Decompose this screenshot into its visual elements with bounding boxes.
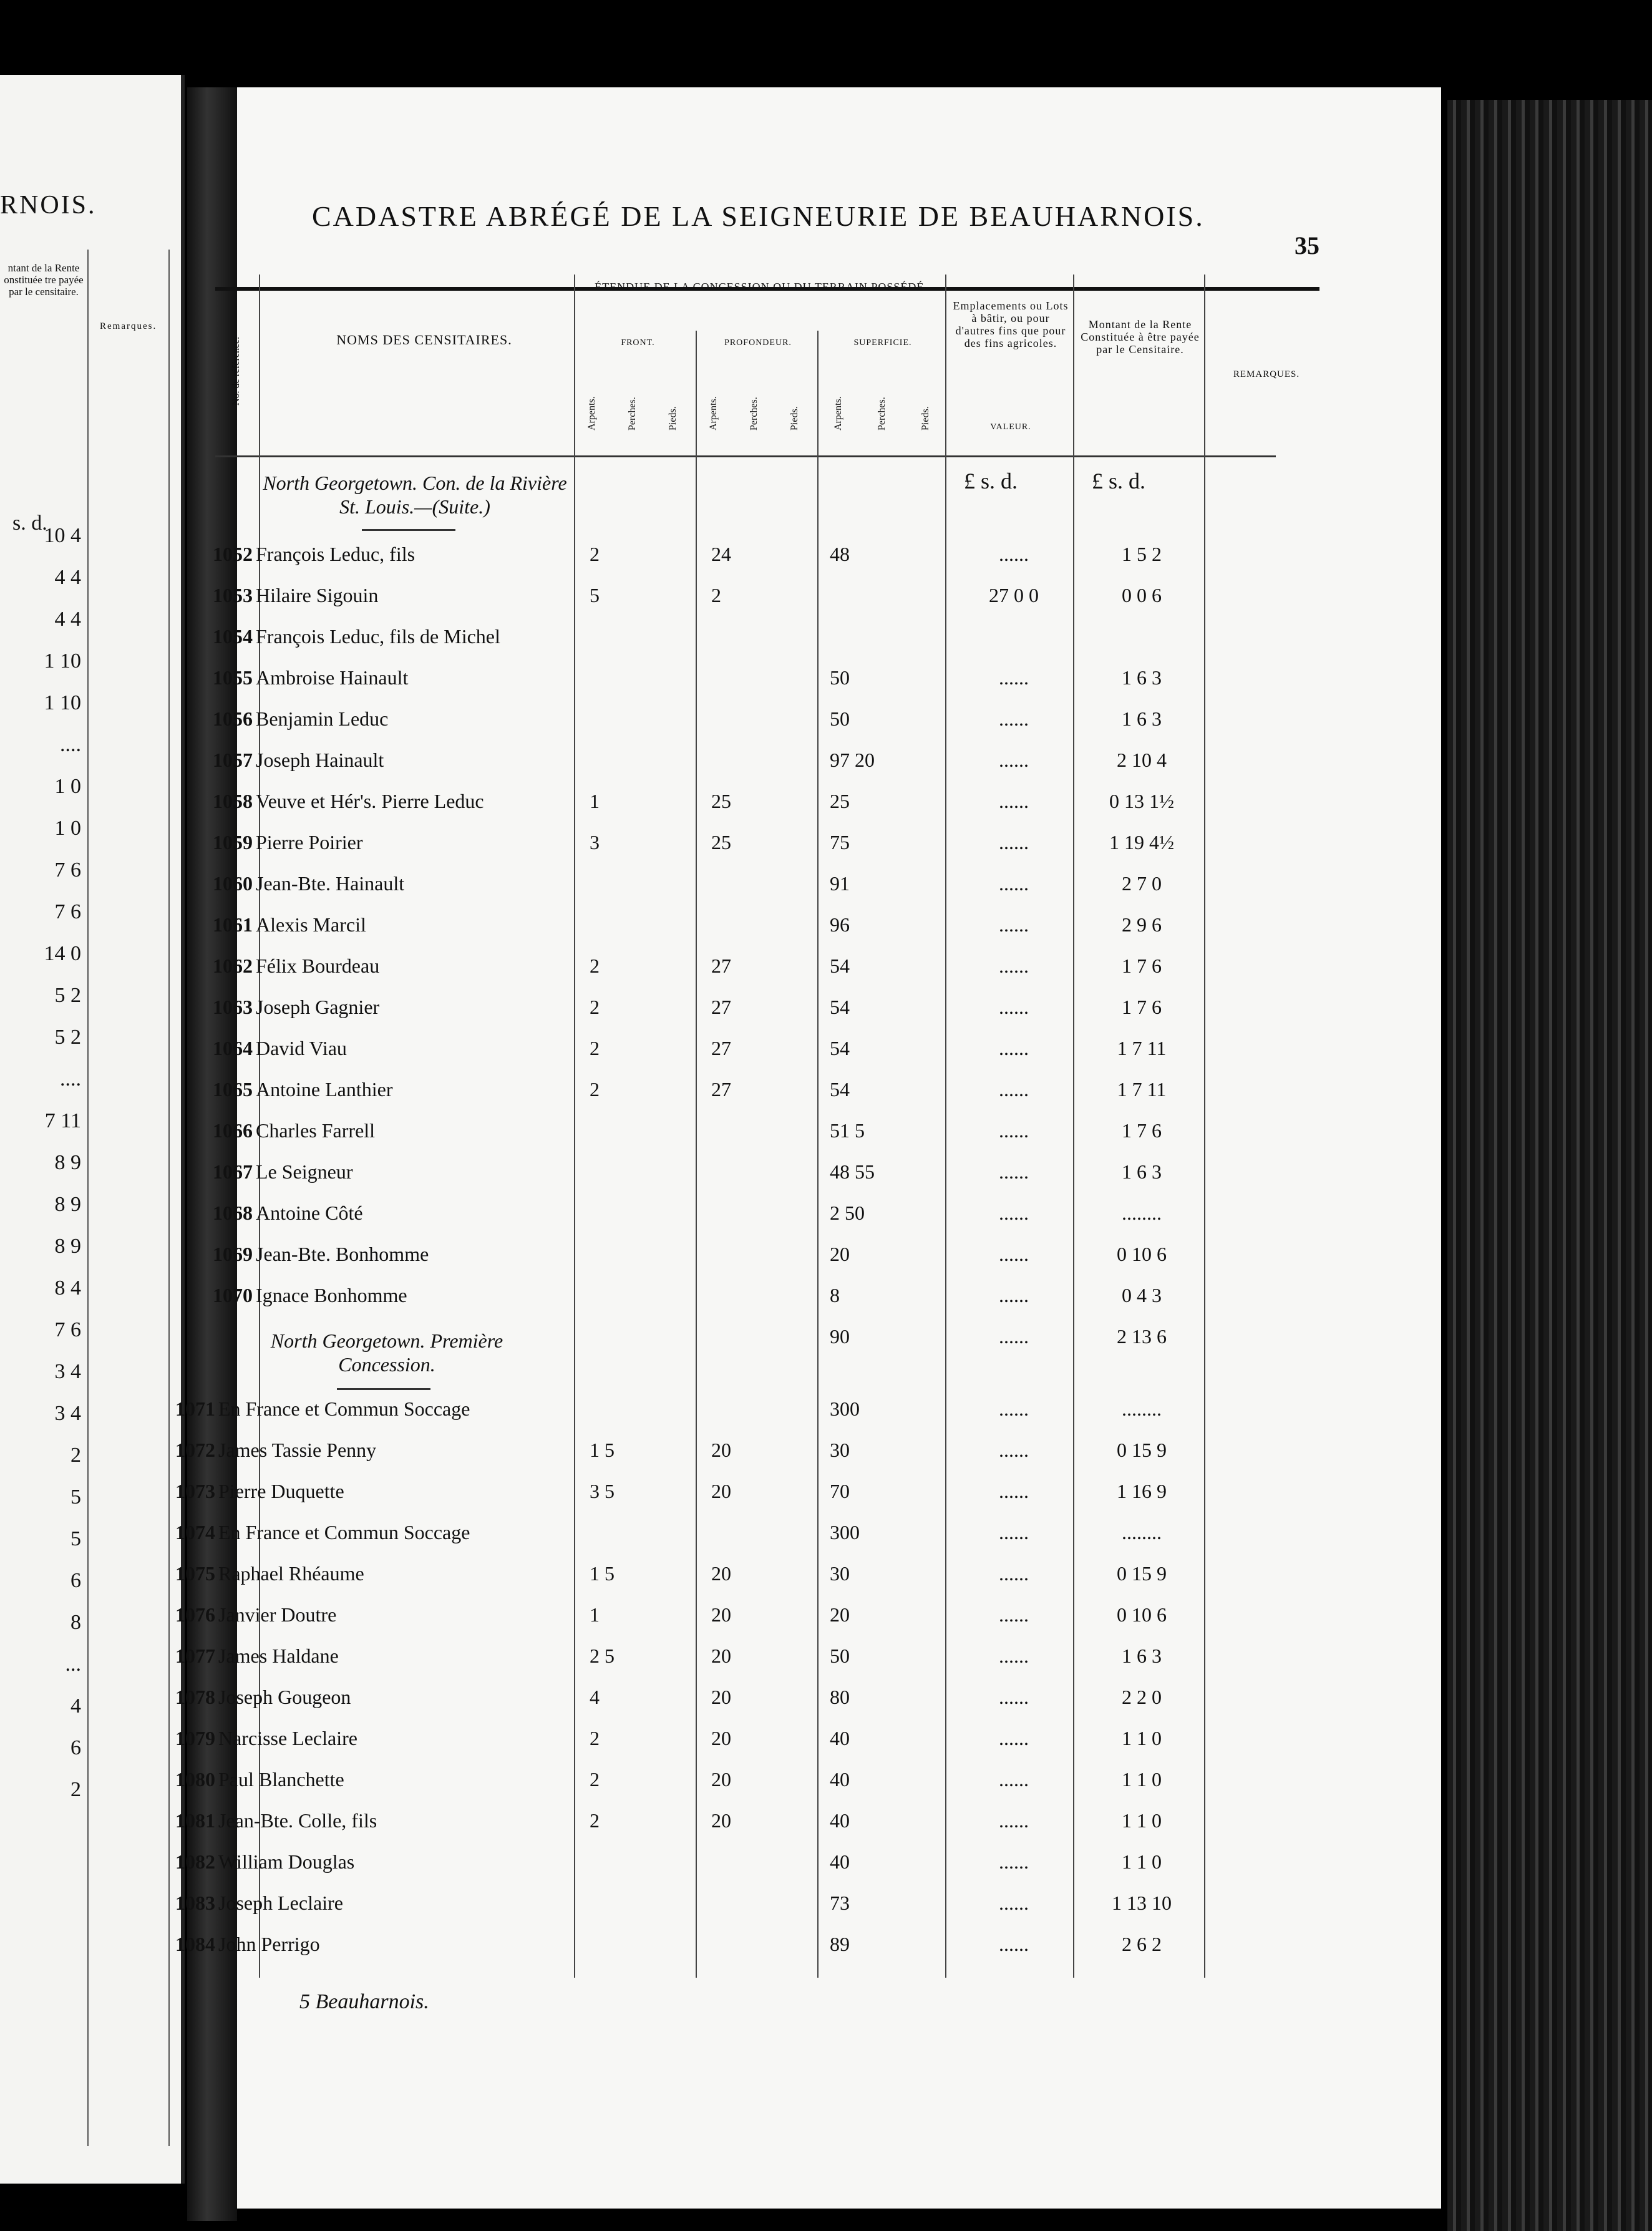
valeur-value: ......	[999, 1119, 1029, 1142]
table-row	[0, 1562, 1435, 1603]
censitaire-name: Paul Blanchette	[218, 1768, 344, 1791]
montant-header: Montant de la Rente Constituée à être payée par le Censitaire.	[1081, 318, 1200, 356]
table-row	[0, 1768, 1435, 1809]
valeur-value: ......	[999, 1439, 1029, 1461]
valeur-value: ......	[999, 1480, 1029, 1502]
valeur-header: VALEUR.	[990, 422, 1031, 432]
depth-value: 20	[711, 1768, 731, 1791]
rent-value: 1 7 6	[1122, 1119, 1162, 1142]
table-row	[0, 1119, 1435, 1160]
section-rule	[337, 1388, 430, 1390]
area-value: 96	[830, 913, 850, 936]
rent-value: 1 13 10	[1112, 1892, 1172, 1914]
depth-value: 27	[711, 955, 731, 977]
left-cell: 1 0	[54, 775, 81, 798]
table-row	[0, 1850, 1435, 1892]
page-edges	[1447, 100, 1652, 2231]
ref-number: 1058	[213, 790, 253, 812]
ref-number: 1065	[213, 1078, 253, 1101]
rent-value: 1 7 11	[1117, 1078, 1167, 1101]
valeur-value: ......	[999, 1202, 1029, 1224]
valeur-value: ......	[999, 1521, 1029, 1543]
valeur-value: ......	[999, 1603, 1029, 1626]
censitaire-name: David Viau	[256, 1037, 347, 1059]
front-value: 1 5	[590, 1562, 615, 1585]
depth-value: 2	[711, 584, 721, 606]
table-row	[0, 1809, 1435, 1850]
valeur-value: ......	[999, 1397, 1029, 1420]
table-row	[0, 1933, 1435, 1974]
section-heading: North Georgetown. Première Concession.	[270, 1329, 503, 1376]
censitaire-name: Jean-Bte. Bonhomme	[256, 1243, 429, 1265]
censitaire-name: Raphael Rhéaume	[218, 1562, 364, 1585]
front-value: 1 5	[590, 1439, 615, 1461]
rent-value: 0 0 6	[1122, 584, 1162, 606]
area-value: 2 50	[830, 1202, 865, 1224]
area-value: 30	[830, 1562, 850, 1585]
area-value: 70	[830, 1480, 850, 1502]
front-value: 4	[590, 1686, 600, 1708]
valeur-value: ......	[999, 790, 1029, 812]
censitaire-name: William Douglas	[218, 1850, 355, 1873]
depth-value: 27	[711, 1037, 731, 1059]
censitaire-name: James Tassie Penny	[218, 1439, 377, 1461]
censitaire-name: Antoine Côté	[256, 1202, 363, 1224]
arpents-header: Arpents.	[708, 396, 719, 430]
arpents-header: Arpents.	[586, 396, 597, 430]
arpents-header: Arpents.	[833, 396, 843, 430]
censitaire-name: Joseph Leclaire	[218, 1892, 343, 1914]
area-value: 40	[830, 1727, 850, 1749]
ref-number: 1078	[175, 1686, 215, 1708]
censitaire-name: François Leduc, fils de Michel	[256, 625, 500, 648]
valeur-value: ......	[999, 1160, 1029, 1183]
left-cell: 8 4	[54, 1276, 81, 1300]
rent-value: 1 5 2	[1122, 543, 1162, 565]
valeur-value: ......	[999, 913, 1029, 936]
depth-header: PROFONDEUR.	[724, 338, 792, 348]
censitaire-name: Jean-Bte. Hainault	[256, 872, 405, 895]
valeur-value: ......	[999, 1243, 1029, 1265]
ref-number: 1063	[213, 996, 253, 1018]
area-value: 54	[830, 955, 850, 977]
rent-value: 1 19 4½	[1109, 831, 1174, 853]
left-running-title: RNOIS.	[0, 191, 97, 220]
area-value: 91	[830, 872, 850, 895]
table-row	[0, 584, 1435, 625]
area-value: 50	[830, 1645, 850, 1667]
area-value: 51 5	[830, 1119, 865, 1142]
left-units: s. d.	[12, 512, 47, 535]
rent-value: 1 7 6	[1122, 955, 1162, 977]
names-header: NOMS DES CENSITAIRES.	[336, 332, 512, 348]
page-number: 35	[1295, 231, 1319, 260]
left-cell: ....	[60, 1067, 81, 1091]
depth-value: 20	[711, 1562, 731, 1585]
censitaire-name: Antoine Lanthier	[256, 1078, 393, 1101]
left-cell: 6	[70, 1736, 81, 1759]
perches-header: Perches.	[877, 397, 887, 430]
ref-number: 1075	[175, 1562, 215, 1585]
ref-number: 1057	[213, 749, 253, 771]
left-cell: 7 6	[54, 858, 81, 882]
ref-number: 1082	[175, 1850, 215, 1873]
section-heading: North Georgetown. Con. de la Rivière St. Louis.—(Suite.)	[263, 472, 567, 518]
front-value: 2	[590, 543, 600, 565]
table-row	[0, 1686, 1435, 1727]
left-cell: 1 10	[44, 691, 81, 714]
ref-number: 1074	[175, 1521, 215, 1543]
censitaire-name: Hilaire Sigouin	[256, 584, 379, 606]
rent-value: 2 6 2	[1122, 1933, 1162, 1955]
front-value: 5	[590, 584, 600, 606]
valeur-value: ......	[999, 1809, 1029, 1832]
censitaire-name: En France et Commun Soccage	[218, 1521, 470, 1543]
area-value: 54	[830, 996, 850, 1018]
rent-value: 2 2 0	[1122, 1686, 1162, 1708]
ref-number: 1077	[175, 1645, 215, 1667]
table-row	[0, 1892, 1435, 1933]
running-title: CADASTRE ABRÉGÉ DE LA SEIGNEURIE DE BEAUHARNOIS.	[312, 200, 1205, 232]
pieds-header: Pieds.	[668, 406, 678, 430]
table-row	[0, 1521, 1435, 1562]
censitaire-name: François Leduc, fils	[256, 543, 415, 565]
front-value: 3	[590, 831, 600, 853]
perches-header: Perches.	[627, 397, 638, 430]
censitaire-name: Félix Bourdeau	[256, 955, 380, 977]
valeur-value: ......	[999, 1933, 1029, 1955]
ref-number: 1081	[175, 1809, 215, 1832]
area-value: 73	[830, 1892, 850, 1914]
ref-number: 1069	[213, 1243, 253, 1265]
rent-value: 1 1 0	[1122, 1768, 1162, 1791]
depth-value: 20	[711, 1727, 731, 1749]
left-cell: 7 6	[54, 900, 81, 923]
front-value: 2	[590, 1078, 600, 1101]
left-cell: 4 4	[54, 566, 81, 589]
valeur-value: ......	[999, 831, 1029, 853]
rent-value: 2 7 0	[1122, 872, 1162, 895]
left-cell: 2	[70, 1778, 81, 1801]
rent-value: ........	[1122, 1397, 1162, 1420]
rent-value: 1 6 3	[1122, 666, 1162, 689]
censitaire-name: Alexis Marcil	[256, 913, 366, 936]
censitaire-name: En France et Commun Soccage	[218, 1397, 470, 1420]
ref-number: 1083	[175, 1892, 215, 1914]
left-cell: 6	[70, 1569, 81, 1592]
ref-number: 1067	[213, 1160, 253, 1183]
valeur-value: ......	[999, 666, 1029, 689]
rent-value: 1 6 3	[1122, 1645, 1162, 1667]
table-row	[0, 1397, 1435, 1439]
left-cell: 5	[70, 1527, 81, 1550]
valeur-value: ......	[999, 1037, 1029, 1059]
extent-header: ÉTENDUE DE LA CONCESSION OU DU TERRAIN POSSÉDÉ.	[595, 281, 928, 293]
ref-number: 1052	[213, 543, 253, 565]
pieds-header: Pieds.	[920, 406, 931, 430]
censitaire-name: Ignace Bonhomme	[256, 1284, 407, 1306]
table-row	[0, 1160, 1435, 1202]
valeur-currency: £ s. d.	[964, 469, 1018, 493]
left-rent-header: ntant de la Rente onstituée tre payée par le censitaire.	[4, 262, 84, 298]
rent-value: 1 1 0	[1122, 1850, 1162, 1873]
area-header: SUPERFICIE.	[853, 338, 912, 348]
left-cell: 5 2	[54, 984, 81, 1007]
area-value: 54	[830, 1078, 850, 1101]
area-value: 8	[830, 1284, 840, 1306]
front-value: 2	[590, 1727, 600, 1749]
ref-number: 1059	[213, 831, 253, 853]
censitaire-name: Benjamin Leduc	[256, 707, 389, 730]
ref-number: 1068	[213, 1202, 253, 1224]
depth-value: 20	[711, 1645, 731, 1667]
valeur-value: ......	[999, 1686, 1029, 1708]
depth-value: 20	[711, 1480, 731, 1502]
rent-value: 0 15 9	[1117, 1562, 1167, 1585]
left-cell: 7 6	[54, 1318, 81, 1341]
ref-number: 1070	[213, 1284, 253, 1306]
left-cell: 8 9	[54, 1235, 81, 1258]
ref-number: 1073	[175, 1480, 215, 1502]
table-row	[0, 543, 1435, 584]
censitaire-name: Charles Farrell	[256, 1119, 376, 1142]
ref-header: No. de référence.	[231, 336, 241, 406]
valeur-value: ......	[999, 872, 1029, 895]
table-row	[0, 1439, 1435, 1480]
front-value: 2	[590, 1809, 600, 1832]
censitaire-name: Janvier Doutre	[218, 1603, 337, 1626]
front-value: 1	[590, 1603, 600, 1626]
ref-number: 1080	[175, 1768, 215, 1791]
valeur-value: ......	[999, 1284, 1029, 1306]
depth-value: 24	[711, 543, 731, 565]
left-cell: 10 4	[44, 524, 81, 547]
left-cell: 14 0	[44, 942, 81, 965]
area-value: 40	[830, 1809, 850, 1832]
footer-signature: 5 Beauharnois.	[299, 1990, 429, 2013]
area-value: 89	[830, 1933, 850, 1955]
rent-value: 1 16 9	[1117, 1480, 1167, 1502]
rent-value: 1 7 11	[1117, 1037, 1167, 1059]
area-value: 20	[830, 1603, 850, 1626]
table-row	[0, 1603, 1435, 1645]
front-value: 2	[590, 996, 600, 1018]
rent-value: ........	[1122, 1202, 1162, 1224]
table-row	[0, 913, 1435, 955]
remarques-header: REMARQUES.	[1233, 369, 1300, 379]
left-cell: 4	[70, 1694, 81, 1718]
valeur-value: ......	[999, 1892, 1029, 1914]
table-row	[0, 1727, 1435, 1768]
table-row	[0, 1325, 1435, 1366]
area-value: 25	[830, 790, 850, 812]
rent-value: 1 1 0	[1122, 1809, 1162, 1832]
left-cell: ...	[65, 1653, 81, 1676]
ref-number: 1054	[213, 625, 253, 648]
ref-number: 1062	[213, 955, 253, 977]
front-header: FRONT.	[621, 338, 655, 348]
area-value: 80	[830, 1686, 850, 1708]
rent-value: 1 7 6	[1122, 996, 1162, 1018]
area-value: 20	[830, 1243, 850, 1265]
valeur-value: ......	[999, 543, 1029, 565]
area-value: 54	[830, 1037, 850, 1059]
ref-number: 1053	[213, 584, 253, 606]
area-value: 97 20	[830, 749, 875, 771]
area-value: 50	[830, 666, 850, 689]
left-cell: ....	[60, 733, 81, 756]
rent-value: 2 10 4	[1117, 749, 1167, 771]
emplacements-header: Emplacements ou Lots à bâtir, ou pour d'autres fins que pour des fins agricoles.	[953, 299, 1069, 349]
rent-value: 0 10 6	[1117, 1603, 1167, 1626]
area-value: 90	[830, 1325, 850, 1348]
table-row	[0, 955, 1435, 996]
perches-header: Perches.	[749, 397, 759, 430]
area-value: 48	[830, 543, 850, 565]
rent-value: 0 13 1½	[1109, 790, 1174, 812]
censitaire-name: Narcisse Leclaire	[218, 1727, 357, 1749]
area-value: 40	[830, 1768, 850, 1791]
valeur-value: ......	[999, 1325, 1029, 1348]
rent-value: 1 6 3	[1122, 1160, 1162, 1183]
left-remarks-header: Remarques.	[100, 321, 157, 331]
area-value: 30	[830, 1439, 850, 1461]
censitaire-name: Joseph Gagnier	[256, 996, 380, 1018]
ref-number: 1071	[175, 1397, 215, 1420]
table-row	[0, 872, 1435, 913]
left-cell: 1 10	[44, 649, 81, 673]
section-rule	[362, 529, 455, 531]
pieds-header: Pieds.	[789, 406, 800, 430]
front-value: 2	[590, 1037, 600, 1059]
front-value: 1	[590, 790, 600, 812]
left-cell: 8 9	[54, 1151, 81, 1174]
table-row	[0, 831, 1435, 872]
depth-value: 20	[711, 1809, 731, 1832]
table-row	[0, 749, 1435, 790]
valeur-value: ......	[999, 1562, 1029, 1585]
censitaire-name: James Haldane	[218, 1645, 339, 1667]
rent-value: 1 6 3	[1122, 707, 1162, 730]
censitaire-name: John Perrigo	[218, 1933, 320, 1955]
table-row	[0, 996, 1435, 1037]
censitaire-name: Pierre Duquette	[218, 1480, 344, 1502]
table-row	[0, 666, 1435, 707]
ref-number: 1084	[175, 1933, 215, 1955]
table-row	[0, 1645, 1435, 1686]
front-value: 2	[590, 1768, 600, 1791]
area-value: 50	[830, 707, 850, 730]
depth-value: 20	[711, 1439, 731, 1461]
area-value: 75	[830, 831, 850, 853]
censitaire-name: Joseph Hainault	[256, 749, 384, 771]
table-row	[0, 1243, 1435, 1284]
depth-value: 25	[711, 831, 731, 853]
valeur-value: ......	[999, 996, 1029, 1018]
valeur-value: ......	[999, 1645, 1029, 1667]
depth-value: 27	[711, 1078, 731, 1101]
left-cell: 4 4	[54, 608, 81, 631]
table-row	[0, 625, 1435, 666]
valeur-value: ......	[999, 1078, 1029, 1101]
rent-value: 0 4 3	[1122, 1284, 1162, 1306]
left-cell: 5	[70, 1485, 81, 1509]
table-row	[0, 707, 1435, 749]
rent-value: 0 15 9	[1117, 1439, 1167, 1461]
censitaire-name: Le Seigneur	[256, 1160, 353, 1183]
area-value: 48 55	[830, 1160, 875, 1183]
ref-number: 1061	[213, 913, 253, 936]
ref-number: 1056	[213, 707, 253, 730]
left-cell: 2	[70, 1444, 81, 1467]
depth-value: 20	[711, 1686, 731, 1708]
rent-value: 1 1 0	[1122, 1727, 1162, 1749]
header-rule	[215, 455, 1276, 457]
table-row	[0, 1037, 1435, 1078]
left-cell: 8	[70, 1611, 81, 1634]
valeur-value: ......	[999, 1768, 1029, 1791]
rent-value: 0 10 6	[1117, 1243, 1167, 1265]
table-row	[0, 1078, 1435, 1119]
valeur-value: ......	[999, 1727, 1029, 1749]
rent-value: ........	[1122, 1521, 1162, 1543]
table-row	[0, 1480, 1435, 1521]
censitaire-name: Ambroise Hainault	[256, 666, 409, 689]
censitaire-name: Jean-Bte. Colle, fils	[218, 1809, 377, 1832]
depth-value: 27	[711, 996, 731, 1018]
rent-value: 2 9 6	[1122, 913, 1162, 936]
ref-number: 1072	[175, 1439, 215, 1461]
left-cell: 3 4	[54, 1360, 81, 1383]
valeur-value: ......	[999, 707, 1029, 730]
ref-number: 1066	[213, 1119, 253, 1142]
front-value: 2 5	[590, 1645, 615, 1667]
censitaire-name: Pierre Poirier	[256, 831, 363, 853]
area-value: 40	[830, 1850, 850, 1873]
rent-value: 2 13 6	[1117, 1325, 1167, 1348]
table-row	[0, 1202, 1435, 1243]
valeur-value: ......	[999, 955, 1029, 977]
ref-number: 1076	[175, 1603, 215, 1626]
censitaire-name: Joseph Gougeon	[218, 1686, 351, 1708]
area-value: 300	[830, 1521, 860, 1543]
ref-number: 1079	[175, 1727, 215, 1749]
front-value: 3 5	[590, 1480, 615, 1502]
left-cell: 5 2	[54, 1026, 81, 1049]
ref-number: 1060	[213, 872, 253, 895]
table-row	[0, 790, 1435, 831]
left-cell: 7 11	[44, 1109, 81, 1132]
table-row	[0, 1284, 1435, 1325]
front-value: 2	[590, 955, 600, 977]
area-value: 300	[830, 1397, 860, 1420]
ref-number: 1055	[213, 666, 253, 689]
left-cell: 1 0	[54, 817, 81, 840]
censitaire-name: Veuve et Hér's. Pierre Leduc	[256, 790, 484, 812]
valeur-value: ......	[999, 749, 1029, 771]
valeur-value: ......	[999, 1850, 1029, 1873]
left-cell: 8 9	[54, 1193, 81, 1216]
ref-number: 1064	[213, 1037, 253, 1059]
depth-value: 25	[711, 790, 731, 812]
left-cell: 3 4	[54, 1402, 81, 1425]
depth-value: 20	[711, 1603, 731, 1626]
valeur-value: 27 0 0	[989, 584, 1039, 606]
rent-currency: £ s. d.	[1092, 469, 1146, 493]
